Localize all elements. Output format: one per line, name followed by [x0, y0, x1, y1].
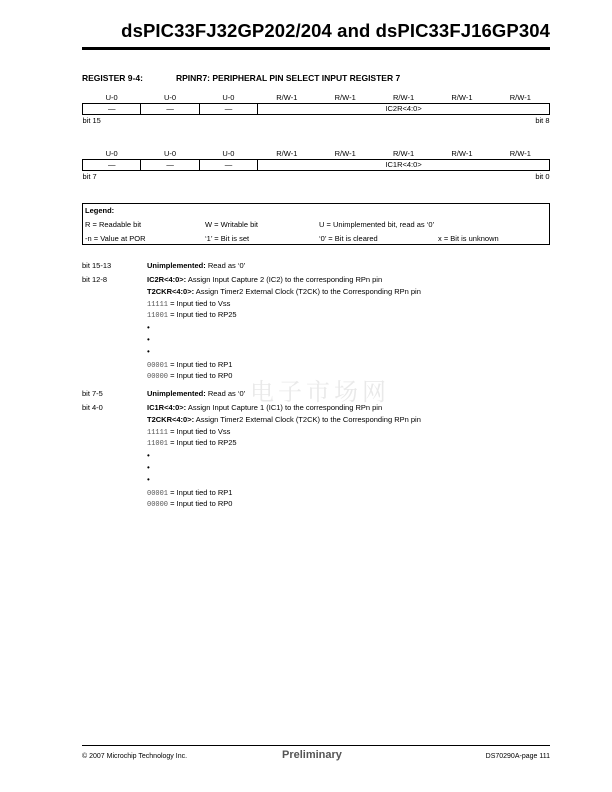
legend-unimplemented: U = Unimplemented bit, read as ‘0’ [319, 220, 435, 229]
code-line: 11001 = Input tied to RP25 [147, 438, 237, 448]
bit-label-right: bit 8 [535, 116, 550, 126]
register-title: RPINR7: PERIPHERAL PIN SELECT INPUT REGISTER 7 [176, 73, 401, 83]
register-caption [82, 73, 400, 83]
bit-label-row [83, 170, 550, 183]
attr-cell: R/W-1 [316, 148, 374, 159]
desc-line: IC1R<4:0>: Assign Input Capture 1 (IC1) to the corresponding RPn pin [147, 403, 383, 412]
unimplemented-cell: — [83, 103, 141, 114]
unimplemented-cell: — [199, 159, 257, 170]
legend-title: Legend: [85, 206, 115, 215]
field-cell-ic1r: IC1R<4:0> [258, 159, 550, 170]
desc-label-bit12-8: bit 12-8 [82, 275, 108, 284]
code-line: 11001 = Input tied to RP25 [147, 310, 237, 320]
code-line: 00000 = Input tied to RP0 [147, 499, 233, 509]
desc-body: Read as ‘0’ [205, 261, 246, 270]
bit-label-left: bit 15 [82, 116, 101, 126]
attr-cell: R/W-1 [433, 92, 491, 103]
footer-rule [82, 745, 550, 746]
desc-line: T2CKR<4:0>: Assign Timer2 External Clock (T2CK) to the Corresponding RPn pin [147, 415, 421, 424]
desc-text-bit7-5 [147, 389, 245, 399]
attribute-row [83, 148, 550, 159]
footer-copyright: © 2007 Microchip Technology Inc. [82, 753, 188, 760]
legend-readable: R = Readable bit [85, 220, 142, 229]
attr-cell: U-0 [141, 148, 199, 159]
attr-cell: R/W-1 [316, 92, 374, 103]
bit-label-right: bit 0 [535, 172, 550, 182]
legend-set: ‘1’ = Bit is set [205, 234, 250, 243]
legend-box [82, 203, 550, 245]
code-line: 00001 = Input tied to RP1 [147, 360, 233, 370]
desc-title: Unimplemented: [147, 261, 206, 270]
ellipsis-bullet: • [147, 323, 150, 332]
field-row [83, 159, 550, 170]
attribute-row [83, 92, 550, 103]
attr-cell: R/W-1 [258, 148, 316, 159]
desc-block-bit4-0 [147, 403, 421, 510]
attr-cell: U-0 [141, 92, 199, 103]
register-number: REGISTER 9-4: [82, 73, 143, 83]
footer-page-number: DS70290A-page 111 [485, 753, 550, 760]
desc-title: Unimplemented: [147, 389, 206, 398]
header-rule [82, 47, 550, 50]
ellipsis-bullet: • [147, 475, 150, 484]
page-header-title: dsPIC33FJ32GP202/204 and dsPIC33FJ16GP304 [121, 20, 550, 41]
desc-line: T2CKR<4:0>: Assign Timer2 External Clock (T2CK) to the Corresponding RPn pin [147, 287, 421, 296]
legend-writable: W = Writable bit [205, 220, 259, 229]
ellipsis-bullet: • [147, 347, 150, 356]
unimplemented-cell: — [83, 159, 141, 170]
attr-cell: U-0 [83, 148, 141, 159]
legend-unknown: x = Bit is unknown [438, 234, 499, 243]
attr-cell: R/W-1 [491, 92, 549, 103]
register-table-upper [82, 92, 550, 127]
attr-cell: U-0 [199, 92, 257, 103]
footer-preliminary: Preliminary [282, 749, 342, 761]
field-row [83, 103, 550, 114]
desc-line: IC2R<4:0>: Assign Input Capture 2 (IC2) to the corresponding RPn pin [147, 275, 383, 284]
ellipsis-bullet: • [147, 335, 150, 344]
attr-cell: U-0 [83, 92, 141, 103]
legend-por: -n = Value at POR [85, 234, 146, 243]
code-line: 00001 = Input tied to RP1 [147, 488, 233, 498]
field-cell-ic2r: IC2R<4:0> [258, 103, 550, 114]
unimplemented-cell: — [199, 103, 257, 114]
legend-cleared: ‘0’ = Bit is cleared [319, 234, 378, 243]
bit-label-left: bit 7 [82, 172, 97, 182]
ellipsis-bullet: • [147, 451, 150, 460]
watermark: 电子市场网 [250, 378, 390, 406]
attr-cell: U-0 [199, 148, 257, 159]
desc-block-bit12-8 [147, 275, 421, 382]
code-line: 11111 = Input tied to Vss [147, 299, 231, 309]
desc-label-bit7-5: bit 7-5 [82, 389, 103, 398]
ellipsis-bullet: • [147, 463, 150, 472]
code-line: 00000 = Input tied to RP0 [147, 371, 233, 381]
code-line: 11111 = Input tied to Vss [147, 427, 231, 437]
unimplemented-cell: — [141, 159, 199, 170]
desc-body: Read as ‘0’ [205, 389, 246, 398]
attr-cell: R/W-1 [433, 148, 491, 159]
desc-label-bit4-0: bit 4-0 [82, 403, 103, 412]
attr-cell: R/W-1 [491, 148, 549, 159]
register-table-lower [82, 148, 550, 183]
bit-label-row [83, 114, 550, 127]
unimplemented-cell: — [141, 103, 199, 114]
attr-cell: R/W-1 [374, 148, 432, 159]
attr-cell: R/W-1 [374, 92, 432, 103]
desc-text-bit15-13 [147, 261, 245, 271]
desc-label-bit15-13: bit 15-13 [82, 261, 112, 270]
attr-cell: R/W-1 [258, 92, 316, 103]
